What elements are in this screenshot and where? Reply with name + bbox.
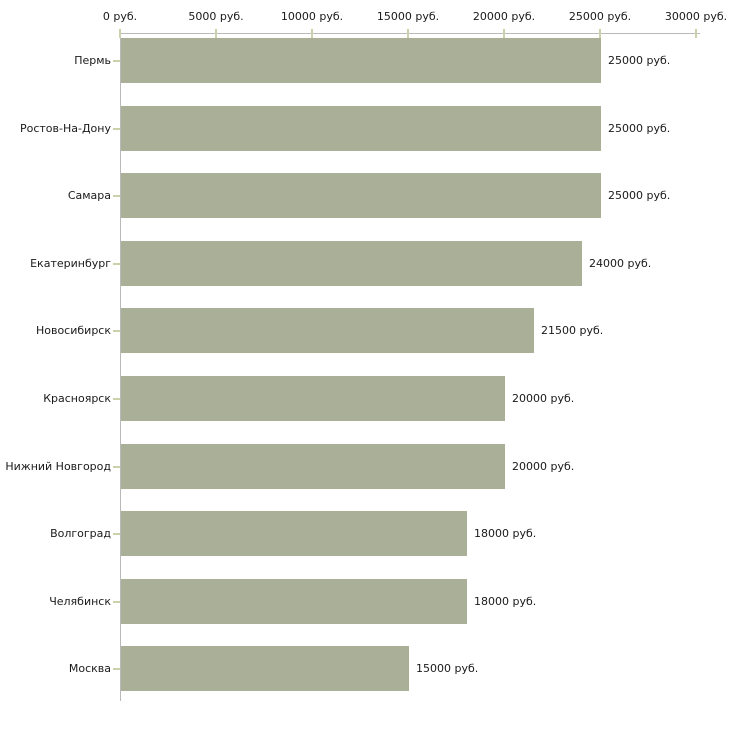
y-axis-tick: [113, 668, 120, 670]
y-axis-tick: [113, 195, 120, 197]
bar-6: [121, 376, 505, 421]
x-axis-tick: [311, 29, 313, 38]
y-axis-tick: [113, 60, 120, 62]
y-axis-tick: [113, 533, 120, 535]
value-label: 21500 руб.: [541, 324, 604, 337]
value-label: 25000 руб.: [608, 189, 671, 202]
x-axis-tick-label: 5000 руб.: [188, 10, 244, 23]
y-axis-tick: [113, 398, 120, 400]
x-axis-tick: [215, 29, 217, 38]
x-axis-tick: [695, 29, 697, 38]
x-axis-tick-label: 15000 руб.: [376, 10, 440, 23]
bar-4: [121, 241, 582, 286]
x-axis-tick: [119, 29, 121, 38]
value-label: 15000 руб.: [416, 662, 479, 675]
x-axis-tick: [407, 29, 409, 38]
x-axis-tick-label: 0 руб.: [102, 10, 138, 23]
value-label: 25000 руб.: [608, 122, 671, 135]
x-axis-tick: [503, 29, 505, 38]
bar-5: [121, 308, 534, 353]
category-label: Нижний Новгород: [5, 460, 111, 473]
value-label: 20000 руб.: [512, 392, 575, 405]
bar-3: [121, 173, 601, 218]
bar-10: [121, 646, 409, 691]
value-label: 18000 руб.: [474, 595, 537, 608]
category-label: Ростов-На-Дону: [19, 122, 111, 135]
category-label: Челябинск: [49, 595, 111, 608]
value-label: 20000 руб.: [512, 460, 575, 473]
value-label: 25000 руб.: [608, 54, 671, 67]
y-axis-tick: [113, 263, 120, 265]
category-label: Самара: [67, 189, 111, 202]
category-label: Красноярск: [43, 392, 111, 405]
y-axis-tick: [113, 128, 120, 130]
x-axis-tick-label: 10000 руб.: [280, 10, 344, 23]
bar-7: [121, 444, 505, 489]
bar-2: [121, 106, 601, 151]
x-axis-tick-label: 25000 руб.: [568, 10, 632, 23]
x-axis-line: [120, 33, 700, 34]
y-axis-tick: [113, 466, 120, 468]
x-axis-tick-label: 30000 руб.: [664, 10, 728, 23]
category-label: Екатеринбург: [30, 257, 111, 270]
category-label: Новосибирск: [35, 324, 111, 337]
category-label: Москва: [68, 662, 111, 675]
bar-1: [121, 38, 601, 83]
x-axis-tick: [599, 29, 601, 38]
value-label: 24000 руб.: [589, 257, 652, 270]
category-label: Пермь: [74, 54, 111, 67]
y-axis-tick: [113, 330, 120, 332]
category-label: Волгоград: [50, 527, 111, 540]
y-axis-tick: [113, 601, 120, 603]
bar-9: [121, 579, 467, 624]
x-axis-tick-label: 20000 руб.: [472, 10, 536, 23]
value-label: 18000 руб.: [474, 527, 537, 540]
bar-8: [121, 511, 467, 556]
